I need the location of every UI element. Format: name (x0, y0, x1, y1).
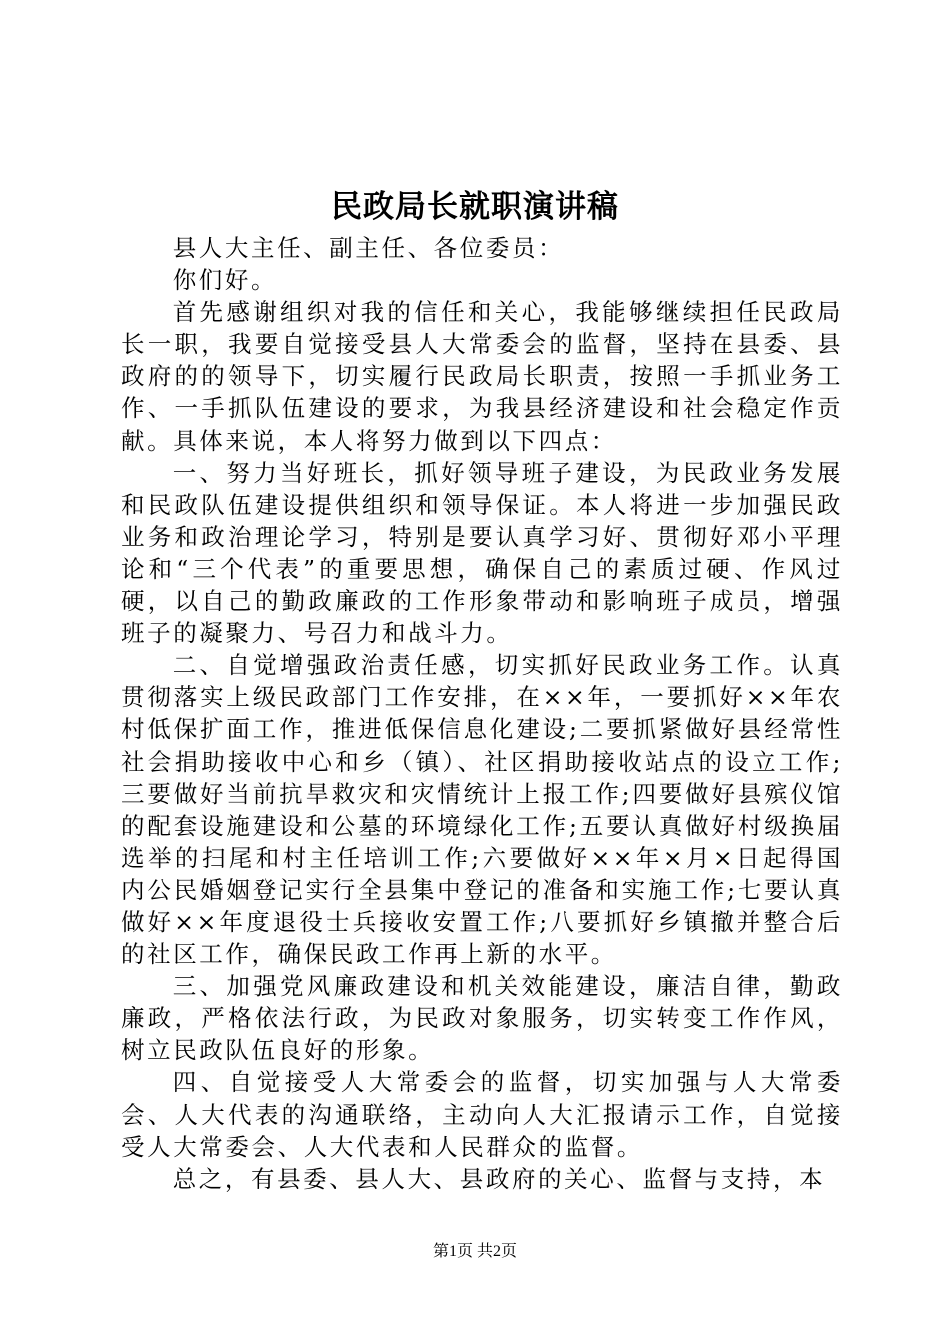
document-body (121, 232, 843, 1195)
page-number-footer: 第1页 共2页 (432, 1243, 517, 1260)
salutation: 县人大主任、副主任、各位委员： (172, 234, 565, 262)
body-paragraph: 四、自觉接受人大常委会的监督，切实加强与人大常委会、人大代表的沟通联络，主动向人大汇报请示工作，自觉接受人大常委会、人大代表和人民群众的监督。 (121, 1068, 843, 1161)
body-paragraph: 三、加强党风廉政建设和机关效能建设，廉洁自律，勤政廉政，严格依法行政，为民政对象服务，切实转变工作作风，树立民政队伍良好的形象。 (121, 972, 843, 1065)
body-paragraph: 首先感谢组织对我的信任和关心，我能够继续担任民政局长一职，我要自觉接受县人大常委会的监督，坚持在县委、县政府的的领导下，切实履行民政局长职责，按照一手抓业务工作、一手抓队伍建设的要求，为我县经济建设和社会稳定作贡献。具体来说，本人将努力做到以下四点： (121, 298, 843, 455)
greeting: 你们好。 (172, 266, 278, 295)
body-paragraph: 总之，有县委、县人大、县政府的关心、监督与支持，本 (172, 1164, 826, 1193)
body-paragraph: 一、努力当好班长，抓好领导班子建设，为民政业务发展和民政队伍建设提供组织和领导保证。本人将进一步加强民政业务和政治理论学习，特别是要认真学习好、贯彻好邓小平理论和“三个代表”的重要思想，确保自己的素质过硬、作风过硬，以自己的勤政廉政的工作形象带动和影响班子成员，增强班子的凝聚力、号召力和战斗力。 (121, 458, 843, 648)
document-title: 民政局长就职演讲稿 (331, 189, 619, 225)
body-paragraph: 二、自觉增强政治责任感，切实抓好民政业务工作。认真贯彻落实上级民政部门工作安排，在××年，一要抓好××年农村低保扩面工作，推进低保信息化建设;二要抓紧做好县经常性社会捐助接收中心和乡（镇）、社区捐助接收站点的设立工作;三要做好当前抗旱救灾和灾情统计上报工作;四要做好县殡仪馆的配套设施建设和公墓的环境绿化工作;五要认真做好村级换届选举的扫尾和村主任培训工作;六要做好××年×月×日起得国内公民婚姻登记实行全县集中登记的准备和实施工作;七要认真做好××年度退役士兵接收安置工作;八要抓好乡镇撤并整合后的社区工作，确保民政工作再上新的水平。 (121, 651, 843, 969)
